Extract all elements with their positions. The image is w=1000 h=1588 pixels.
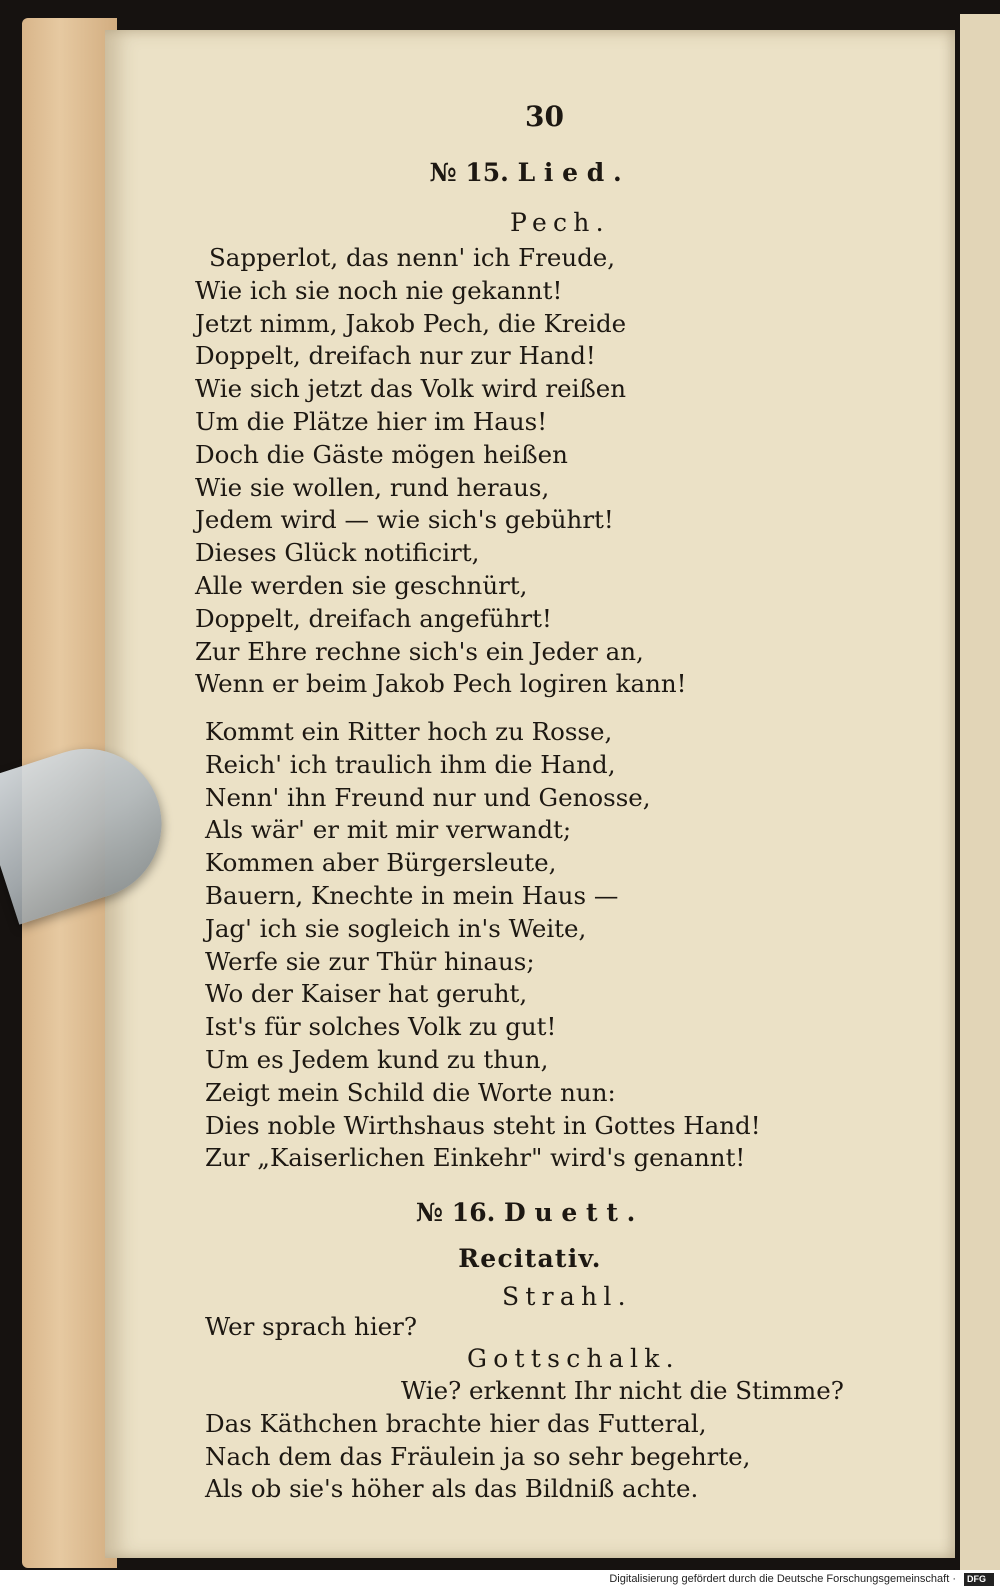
verse-line: Sapperlot, das nenn' ich Freude, bbox=[209, 243, 616, 272]
verse-line: Bauern, Knechte in mein Haus — bbox=[205, 880, 619, 910]
footer-text: Digitalisierung gefördert durch die Deutsche Forschungsgemeinschaft · bbox=[609, 1573, 956, 1585]
verse-line: Doppelt, dreifach nur zur Hand! bbox=[195, 341, 596, 371]
verse-line: Zeigt mein Schild die Worte nun: bbox=[205, 1077, 616, 1107]
verse-line: Wenn er beim Jakob Pech logiren kann! bbox=[195, 669, 687, 699]
verse-line: Wie sich jetzt das Volk wird reißen bbox=[195, 374, 627, 404]
verse-line: Jetzt nimm, Jakob Pech, die Kreide bbox=[195, 308, 627, 338]
speaker-gottschalk: Gottschalk. bbox=[467, 1344, 680, 1373]
page-number: 30 bbox=[525, 100, 564, 133]
dialogue-line: Wie? erkennt Ihr nicht die Stimme? bbox=[401, 1376, 844, 1405]
verse-line: Dieses Glück notificirt, bbox=[195, 538, 480, 568]
digitization-footer bbox=[0, 1570, 1000, 1588]
verse-line: Zur Ehre rechne sich's ein Jeder an, bbox=[195, 636, 644, 666]
verse-line: Nenn' ihn Freund nur und Genosse, bbox=[205, 782, 651, 812]
verse-line: Kommen aber Bürgersleute, bbox=[205, 848, 557, 878]
verse-line: Wie ich sie noch nie gekannt! bbox=[195, 275, 563, 305]
verse-line: Alle werden sie geschnürt, bbox=[195, 570, 528, 600]
song-16-kind: Duett. bbox=[504, 1198, 645, 1227]
song-16-number: № 16. bbox=[415, 1198, 496, 1227]
verse-line: Reich' ich traulich ihm die Hand, bbox=[205, 749, 616, 779]
verse-line: Kommt ein Ritter hoch zu Rosse, bbox=[205, 717, 613, 746]
verse-line: Jag' ich sie sogleich in's Weite, bbox=[205, 913, 587, 943]
song-15-heading bbox=[105, 158, 955, 187]
song-15-stanza-1 bbox=[195, 242, 686, 701]
song-15-stanza-2 bbox=[205, 716, 761, 1175]
verse-line: Doppelt, dreifach angeführt! bbox=[195, 603, 552, 633]
verse-line: Das Käthchen brachte hier das Futteral, bbox=[205, 1409, 707, 1438]
verse-line: Nach dem das Fräulein ja so sehr begehrte, bbox=[205, 1441, 751, 1471]
verse-line: Doch die Gäste mögen heißen bbox=[195, 439, 568, 469]
dialogue-line: Wer sprach hier? bbox=[205, 1312, 418, 1341]
verse-line: Um die Plätze hier im Haus! bbox=[195, 406, 548, 436]
dialogue-block bbox=[205, 1408, 750, 1506]
verse-line: Zur „Kaiserlichen Einkehr" wird's genannt! bbox=[205, 1143, 746, 1173]
verse-line: Als wär' er mit mir verwandt; bbox=[205, 815, 572, 845]
verse-line: Werfe sie zur Thür hinaus; bbox=[205, 946, 535, 976]
singer-name: Pech. bbox=[510, 208, 610, 237]
adjacent-page-edge bbox=[960, 14, 1000, 1570]
book-page bbox=[105, 30, 955, 1558]
verse-line: Jedem wird — wie sich's gebührt! bbox=[195, 505, 614, 535]
verse-line: Als ob sie's höher als das Bildniß achte. bbox=[205, 1474, 699, 1503]
speaker-strahl: Strahl. bbox=[502, 1282, 632, 1311]
song-16-heading bbox=[105, 1198, 955, 1227]
verse-line: Ist's für solches Volk zu gut! bbox=[205, 1012, 557, 1042]
dfg-logo: DFG bbox=[964, 1573, 994, 1586]
verse-line: Wo der Kaiser hat geruht, bbox=[205, 979, 528, 1009]
page-text bbox=[105, 30, 955, 1558]
song-15-number: № 15. bbox=[429, 158, 509, 187]
verse-line: Um es Jedem kund zu thun, bbox=[205, 1044, 549, 1074]
section-heading: Recitativ. bbox=[458, 1244, 602, 1273]
verse-line: Wie sie wollen, rund heraus, bbox=[195, 472, 550, 502]
verse-line: Dies noble Wirthshaus steht in Gottes Hand! bbox=[205, 1110, 761, 1140]
song-15-kind: Lied. bbox=[517, 158, 631, 187]
